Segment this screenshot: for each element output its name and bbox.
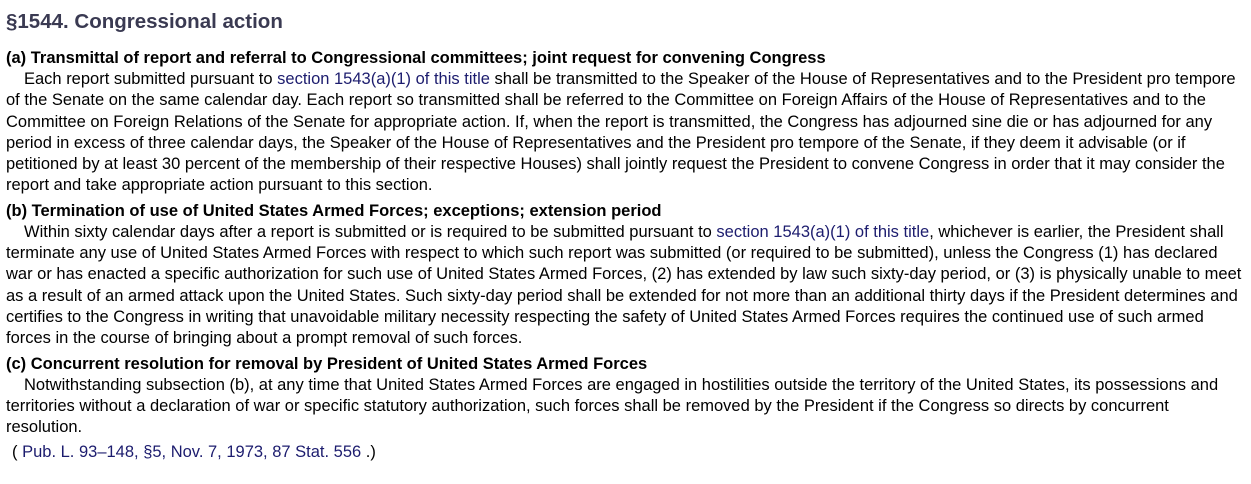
subsection-b-body — [6, 222, 1245, 350]
subsection-a-heading: (a) Transmittal of report and referral to Congressional committees; joint request for convening Congress — [6, 49, 826, 67]
subsection-c — [6, 354, 1245, 439]
subsection-b — [6, 201, 1245, 350]
subsection-a-text-before: Each report submitted pursuant to — [24, 70, 278, 88]
subsection-a-text-after: shall be transmitted to the Speaker of the House of Representatives and to the President pro tempore of the Senate on the same calendar day. Each report so transmitted shall be referred to the Committee on Foreign Affairs of the House of Representatives and to the Committee on Foreign Relations of the Senate for appropriate action. If, when the report is transmitted, the Congress has adjourned sine die or has adjourned for any period in excess of three calendar days, the Speaker of the House of Representatives and the President pro tempore of the Senate, if they deem it advisable (or if petitioned by at least 30 percent of the membership of their respective Houses) shall jointly request the President to convene Congress in order that it may consider the report and take appropriate action pursuant to this section. — [6, 70, 1236, 195]
credits-open-paren: ( — [12, 443, 23, 462]
subsection-a — [6, 48, 1245, 197]
subsection-c-heading: (c) Concurrent resolution for removal by President of United States Armed Forces — [6, 354, 648, 373]
source-credits — [12, 442, 1245, 463]
section-1543-link[interactable]: section 1543(a)(1) of this title — [277, 70, 490, 88]
section-1543-link[interactable]: section 1543(a)(1) of this title — [716, 222, 930, 241]
public-law-citation-link[interactable]: Pub. L. 93–148, §5, Nov. 7, 1973, 87 Stat. 556 — [22, 443, 362, 462]
subsection-b-text-before: Within sixty calendar days after a report is submitted or is required to be submitted pursuant to — [24, 222, 717, 241]
subsection-a-body — [6, 69, 1245, 197]
subsection-b-text-after: , whichever is earlier, the President shall terminate any use of United States Armed Forces with respect to which such report was submitted (or required to be submitted), unless the Congress (1) has declared war or has enacted a specific authorization for such use of United States Armed Forces, (2) has extended by law such sixty-day period, or (3) is physically unable to meet as a result of an armed attack upon the United States. Such sixty-day period shall be extended for not more than an additional thirty days if the President determines and certifies to the Congress in writing that unavoidable military necessity respecting the safety of United States Armed Forces requires the continued use of such armed forces in the course of bringing about a prompt removal of such forces. — [6, 222, 1242, 348]
credits-close-paren: .) — [361, 443, 376, 462]
subsection-b-heading: (b) Termination of use of United States Armed Forces; exceptions; extension period — [6, 201, 662, 220]
section-title: §1544. Congressional action — [6, 10, 283, 33]
subsection-c-body: Notwithstanding subsection (b), at any time that United States Armed Forces are engaged in hostilities outside the territory of the United States, its possessions and territories without a declaration of war or specific statutory authorization, such forces shall be removed by the President if the Congress so directs by concurrent resolution. — [6, 375, 1219, 437]
